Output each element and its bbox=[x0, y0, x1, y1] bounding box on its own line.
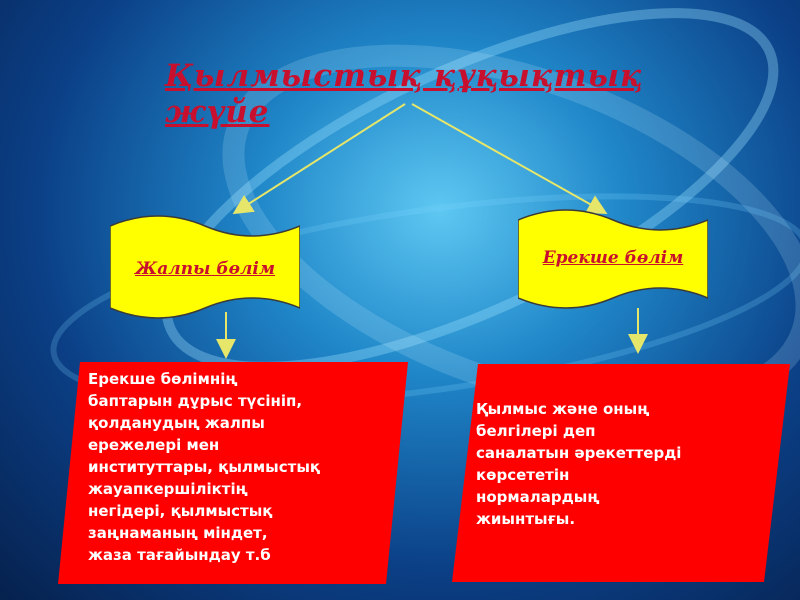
banner-special-part bbox=[518, 206, 708, 314]
banner-label: Жалпы бөлім bbox=[134, 259, 276, 279]
special-description-text: Қылмыс және оның белгілері деп саналатын әрекеттерді көрсететін нормалардың жиынтығы. bbox=[476, 400, 682, 528]
general-description-text: Ерекше бөлімнің баптарын дұрыс түсініп, қолданудың жалпы ережелері мен институттары, қылмыстық жауапкершіліктің негідері, қылмыстық заңнаманың міндет, жаза тағайындау т.б bbox=[88, 370, 321, 564]
diagram-title: Қылмыстық құқықтық жүйе bbox=[165, 58, 643, 130]
box-general-description bbox=[58, 362, 408, 584]
box-special-description bbox=[452, 364, 790, 582]
banner-general-part bbox=[110, 212, 300, 324]
arrow-to-special bbox=[412, 104, 604, 212]
banner-label: Ерекше бөлім bbox=[542, 248, 684, 268]
arrow-to-general bbox=[236, 104, 405, 212]
